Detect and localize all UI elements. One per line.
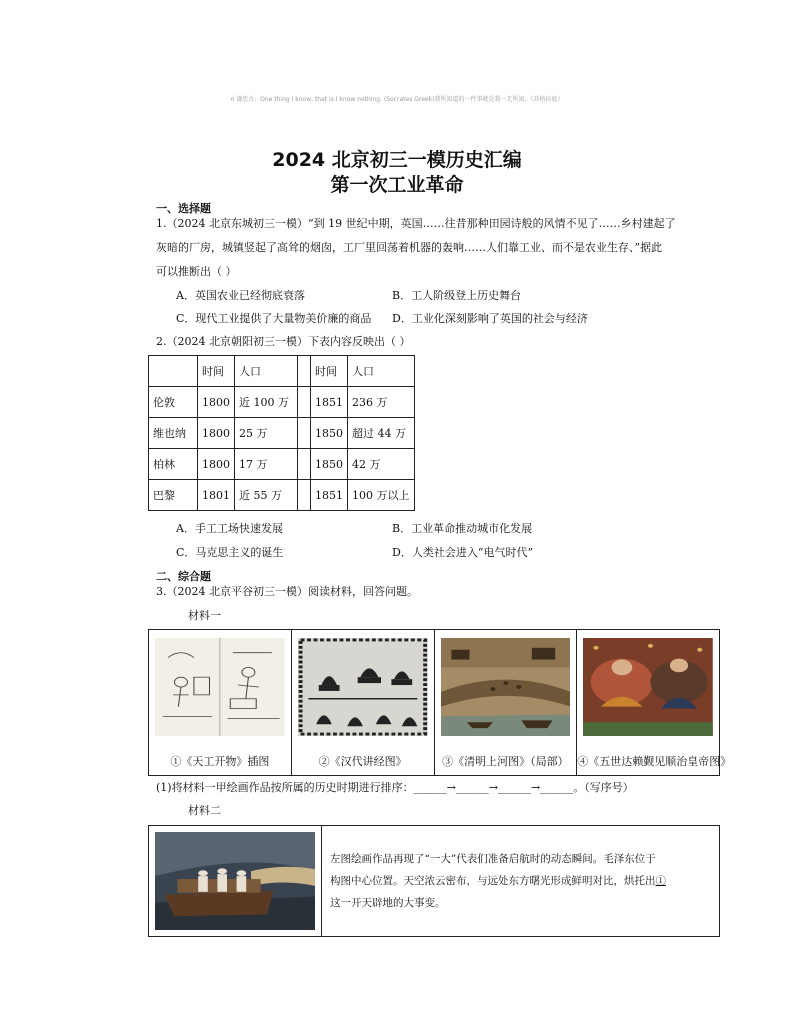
- table-cell: 维也纳: [149, 418, 198, 449]
- q2-option-c: C．马克思主义的诞生: [176, 546, 284, 559]
- q3-stem: 3.（2024 北京平谷初三一模）阅读材料，回答问题。: [156, 585, 418, 598]
- table-row: [149, 480, 415, 511]
- q1-option-d: D．工业化深刻影响了英国的社会与经济: [392, 312, 588, 325]
- dalai-lama-shunzhi-painting: [583, 638, 713, 736]
- material2-box: [148, 825, 720, 937]
- table-cell: [298, 387, 311, 418]
- q1-option-a: A．英国农业已经彻底衰落: [176, 289, 305, 302]
- table-cell: 1800: [198, 387, 235, 418]
- table-cell: 超过 44 万: [348, 418, 415, 449]
- material2-image-cell: [149, 826, 322, 936]
- q2-stem: 2.（2024 北京朝阳初三一模）下表内容反映出（ ）: [156, 335, 411, 348]
- caption-2: ②《汉代讲经图》: [318, 755, 407, 768]
- table-cell: 近 100 万: [235, 387, 298, 418]
- material1-cell-1: [149, 630, 292, 775]
- han-lecture-illustration: [298, 638, 428, 736]
- q3-sub-question-1: (1)将材料一甲绘画作品按所属的历史时期进行排序：______→______→______→______。（写序号）: [156, 781, 634, 794]
- page-title: 2024 北京初三一模历史汇编: [272, 149, 522, 171]
- caption-1: ①《天工开物》插图: [170, 755, 270, 768]
- population-table: [148, 355, 415, 511]
- table-cell: 1801: [198, 480, 235, 511]
- table-cell: 1851: [311, 387, 348, 418]
- q2-option-d: D．人类社会进入“电气时代”: [392, 546, 534, 559]
- q1-option-b: B．工人阶级登上历史舞台: [392, 289, 522, 302]
- table-cell: [298, 449, 311, 480]
- material1-cell-4: [577, 630, 732, 775]
- table-cell: [149, 356, 198, 387]
- table-cell: 1800: [198, 418, 235, 449]
- q1-line1: 1.（2024 北京东城初三一模）“到 19 世纪中期，英国……往昔那种田园诗般的风情不见了……乡村建起了: [156, 217, 676, 230]
- answer-blank-1[interactable]: ①: [655, 875, 666, 887]
- table-cell: 伦敦: [149, 387, 198, 418]
- table-cell: [298, 418, 311, 449]
- table-cell: 1800: [198, 449, 235, 480]
- page-subtitle: 第一次工业革命: [330, 174, 464, 196]
- caption-4: ④《五世达赖觐见顺治皇帝图》: [577, 755, 732, 768]
- table-cell: 25 万: [235, 418, 298, 449]
- q2-option-a: A．手工工场快速发展: [176, 522, 283, 535]
- header-note: o 谦思言：One thing I know, that is I know nothing. (Socrates Greek)我所知道的一件事就是我一无所知。（苏格拉底）: [230, 96, 564, 103]
- material1-label: 材料一: [188, 609, 221, 622]
- tiangong-kaiwu-illustration: [155, 638, 285, 736]
- table-cell: 17 万: [235, 449, 298, 480]
- material1-cell-2: [292, 630, 435, 775]
- table-cell: 1850: [311, 418, 348, 449]
- material2-line1: 左图绘画作品再现了“一大”代表们准备启航时的动态瞬间。毛泽东位于: [330, 853, 656, 865]
- qingming-scroll-painting: [441, 638, 571, 736]
- material1-cell-3: [435, 630, 578, 775]
- table-cell: 1851: [311, 480, 348, 511]
- table-row: [149, 418, 415, 449]
- table-cell: 42 万: [348, 449, 415, 480]
- table-cell: 巴黎: [149, 480, 198, 511]
- material1-images: [148, 629, 732, 776]
- material2-line2-text: 构图中心位置。天空浓云密布，与远处东方曙光形成鲜明对比，烘托出: [330, 875, 656, 887]
- table-cell: 近 55 万: [235, 480, 298, 511]
- section-choice-heading: 一、选择题: [156, 202, 211, 215]
- table-cell: 人口: [235, 356, 298, 387]
- material2-text: [322, 826, 719, 936]
- table-cell: 236 万: [348, 387, 415, 418]
- material2-line3: 这一开天辟地的大事变。: [330, 897, 446, 909]
- table-row: [149, 387, 415, 418]
- section-comprehensive-heading: 二、综合题: [156, 570, 211, 583]
- table-cell: [298, 356, 311, 387]
- q1-option-c: C．现代工业提供了大量物美价廉的商品: [176, 312, 372, 325]
- table-cell: 时间: [198, 356, 235, 387]
- table-header-row: [149, 356, 415, 387]
- material2-label: 材料二: [188, 804, 221, 817]
- caption-3: ③《清明上河图》（局部）: [442, 755, 569, 768]
- table-cell: [298, 480, 311, 511]
- red-boat-painting: [155, 832, 315, 930]
- table-cell: 时间: [311, 356, 348, 387]
- table-cell: 人口: [348, 356, 415, 387]
- q2-option-b: B．工业革命推动城市化发展: [392, 522, 533, 535]
- table-cell: 柏林: [149, 449, 198, 480]
- q1-line3: 可以推断出（ ）: [156, 265, 237, 278]
- table-cell: 1850: [311, 449, 348, 480]
- material2-line2: [330, 870, 711, 892]
- table-cell: 100 万以上: [348, 480, 415, 511]
- table-row: [149, 449, 415, 480]
- q1-line2: 灰暗的厂房，城镇竖起了高耸的烟囱，工厂里回荡着机器的轰响……人们靠工业、而不是农业生存、”据此: [156, 241, 663, 254]
